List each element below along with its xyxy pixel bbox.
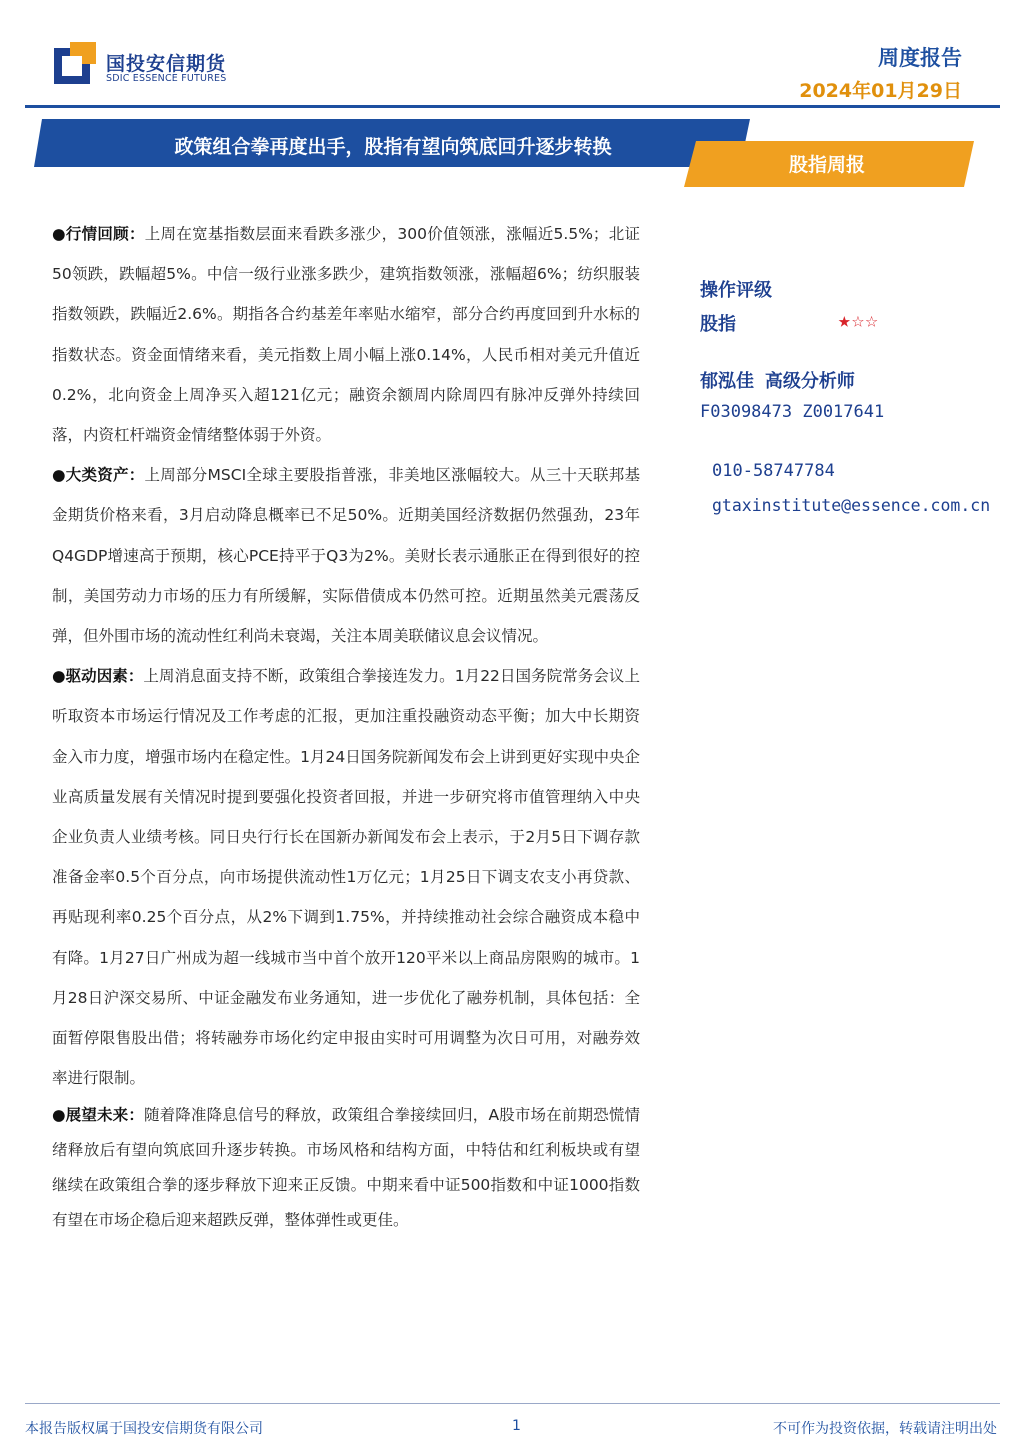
report-title: 政策组合拳再度出手，股指有望向筑底回升逐步转换 (174, 136, 612, 158)
section-text: 上周在宽基指数层面来看跌多涨少，300价值领涨，涨幅近5.5%；北证50领跌，跌幅超5%。中信一级行业涨多跌少，建筑指数领涨，涨幅超6%；纺织服装指数领跌，跌幅近2.6%。期指各合约基差年率贴水缩窄，部分合约再度回到升水标的指数状态。资金面情绪来看，美元指数上周小幅上涨0.14%，人民币相对美元升值近0.2%，北向资金上周净买入超121亿元；融资余额周内除周四有脉冲反弹外持续回落，内资杠杆端资金情绪整体弱于外资。 (52, 225, 641, 445)
report-type: 周度报告 (878, 46, 962, 70)
section-heading: ●大类资产： (52, 466, 145, 485)
contact-email[interactable]: gtaxinstitute@essence.com.cn (712, 496, 991, 515)
rating-title: 操作评级 (700, 280, 772, 301)
report-date: 2024年01月29日 (799, 80, 962, 102)
footer-disclaimer: 不可作为投资依据，转载请注明出处 (773, 1421, 997, 1437)
logo-mark-icon (54, 42, 96, 84)
analyst-name: 郁泓佳 高级分析师 (700, 371, 855, 392)
page-number: 1 (512, 1418, 521, 1434)
section-heading: ●展望未来： (52, 1106, 144, 1125)
analyst-license-codes: F03098473 Z0017641 (700, 402, 885, 422)
section-drivers (52, 656, 640, 1098)
company-logo (54, 42, 244, 88)
section-text: 上周消息面支持不断，政策组合拳接连发力。1月22日国务院常务会议上听取资本市场运行情况及工作考虑的汇报，更加注重投融资动态平衡；加大中长期资金入市力度，增强市场内在稳定性。1月24日国务院新闻发布会上讲到更好实现中央企业高质量发展有关情况时提到要强化投资者回报，并进一步研究将市值管理纳入中央企业负责人业绩考核。同日央行行长在国新办新闻发布会上表示，于2月5日下调存款准备金率0.5个百分点，向市场提供流动性1万亿元；1月25日下调支农支小再贷款、再贴现利率0.25个百分点，从2%下调到1.75%，并持续推动社会综合融资成本稳中有降。1月27日广州成为超一线城市当中首个放开120平米以上商品房限购的城市。1月28日沪深交易所、中证金融发布业务通知，进一步优化了融券机制，具体包括：全面暂停限售股出借；将转融券市场化约定申报由实时可用调整为次日可用，对融券效率进行限制。 (52, 667, 640, 1088)
section-heading: ●驱动因素： (52, 667, 144, 686)
contact-phone: 010-58747784 (712, 461, 835, 481)
logo-text-en: SDIC ESSENCE FUTURES (106, 73, 227, 84)
header-divider (25, 105, 1000, 108)
rating-label: 股指 (700, 314, 736, 335)
section-market-review (52, 214, 640, 455)
rating-stars-icon: ★☆☆ (838, 308, 879, 332)
logo-text-cn: 国投安信期货 (106, 53, 227, 75)
footer-divider (25, 1403, 1000, 1404)
section-text: 随着降准降息信号的释放，政策组合拳接续回归，A股市场在前期恐慌情绪释放后有望向筑底回升逐步转换。市场风格和结构方面，中特估和红利板块或有望继续在政策组合拳的逐步释放下迎来正反馈。中期来看中证500指数和中证1000指数有望在市场企稳后迎来超跌反弹，整体弹性或更佳。 (52, 1106, 640, 1230)
rating-row (700, 310, 920, 336)
section-outlook (52, 1098, 640, 1238)
section-asset-classes (52, 455, 640, 656)
section-heading: ●行情回顾： (52, 225, 145, 243)
report-category-tag: 股指周报 (788, 154, 865, 176)
footer-copyright: 本报告版权属于国投安信期货有限公司 (25, 1421, 263, 1437)
section-text: 上周部分MSCI全球主要股指普涨，非美地区涨幅较大。从三十天联邦基金期货价格来看，3月启动降息概率已不足50%。近期美国经济数据仍然强劲，23年Q4GDP增速高于预期，核心PCE持平于Q3为2%。美财长表示通胀正在得到很好的控制，美国劳动力市场的压力有所缓解，实际借债成本仍然可控。近期虽然美元震荡反弹，但外围市场的流动性红利尚未衰竭，关注本周美联储议息会议情况。 (52, 466, 640, 646)
report-body (52, 214, 640, 1238)
